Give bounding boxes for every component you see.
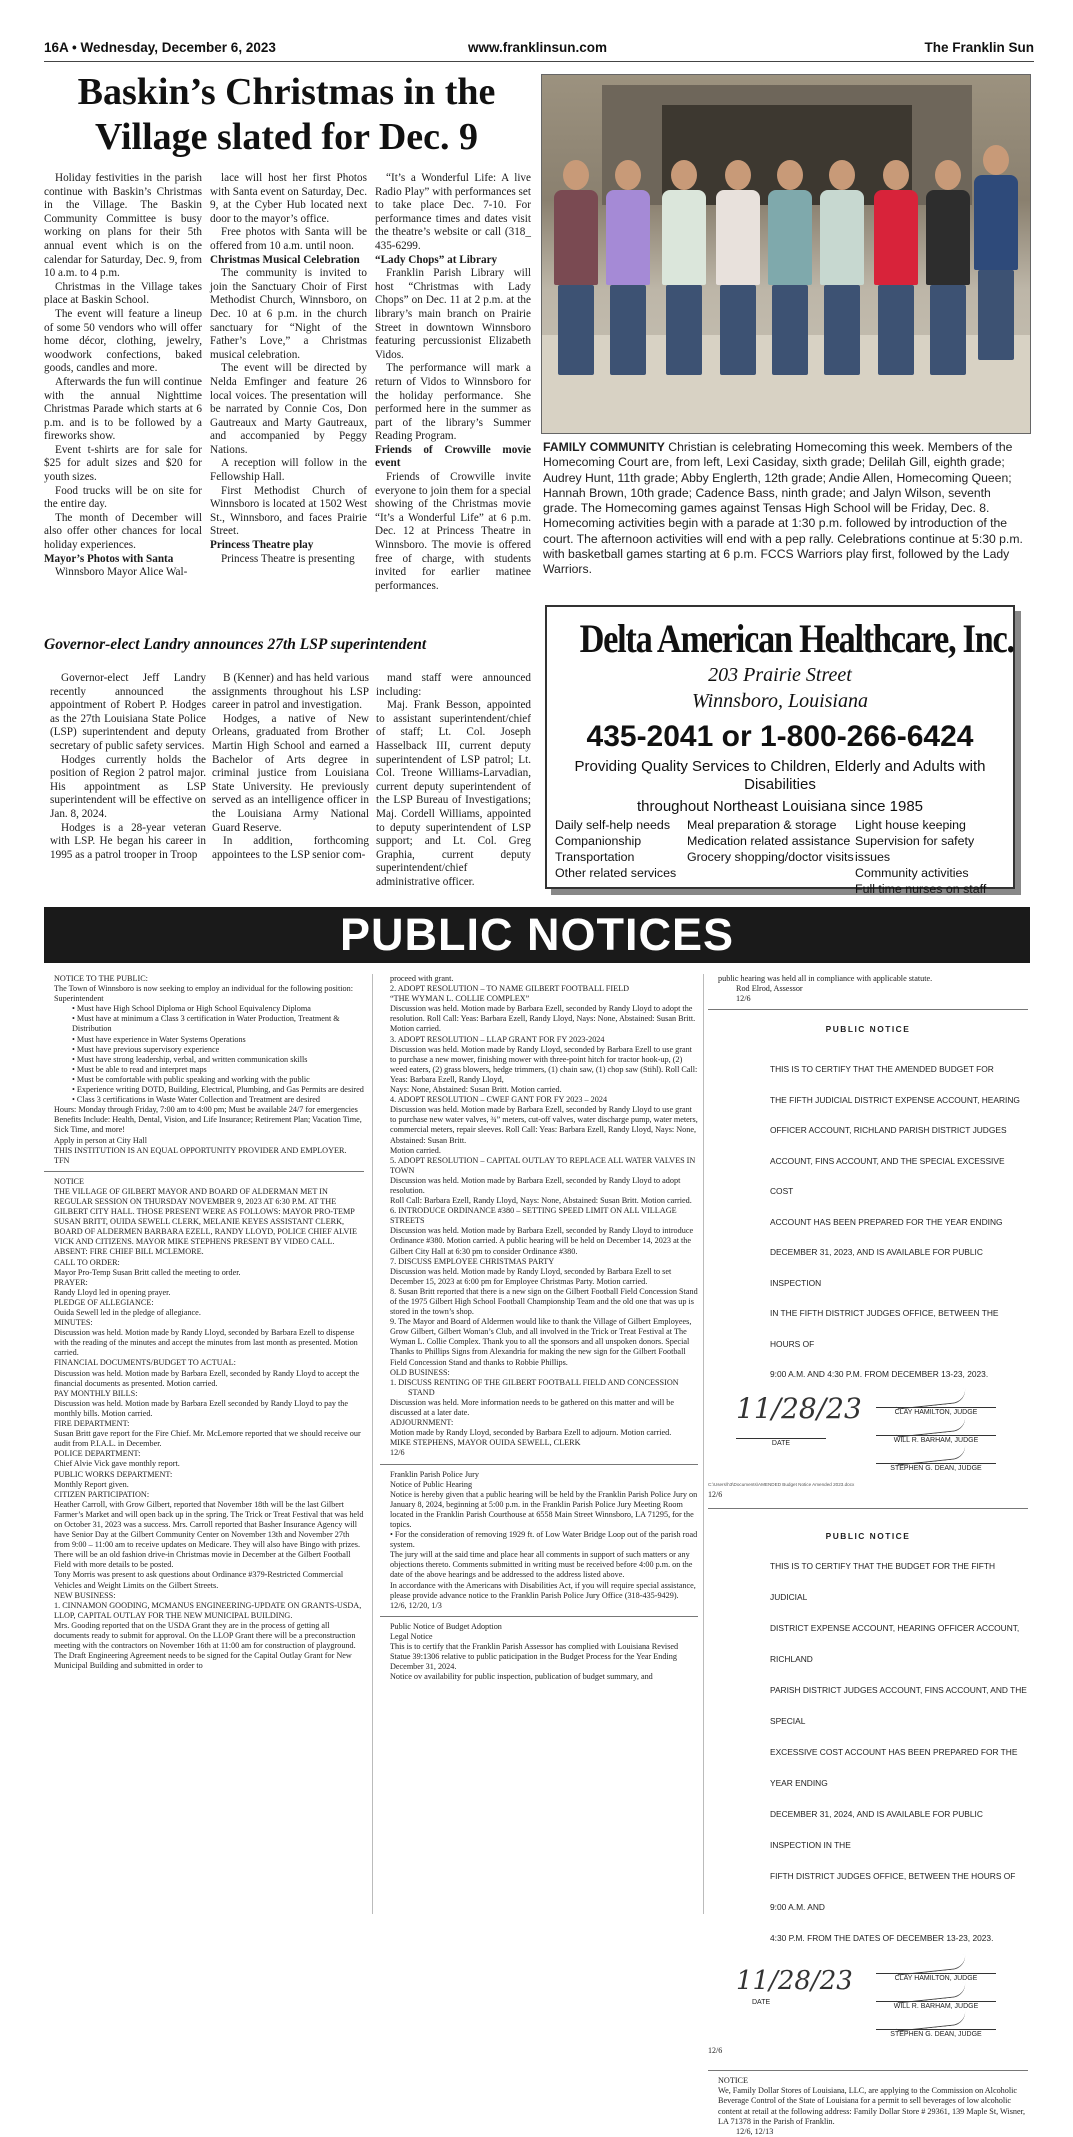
judge-name: STEPHEN G. DEAN, JUDGE [876, 1463, 996, 1474]
story-paragraph: lace will host her first Photos with Santa event on Saturday, Dec. 9, at the Cyber Hub located next door to the mayor’s office. [210, 172, 367, 225]
ad-service-item: Transportation [555, 850, 635, 864]
notice-line: Monthly Report given. [54, 1479, 129, 1489]
ad-service-item: Other related services [555, 866, 677, 880]
notice-line: Franklin Parish Police Jury [390, 1469, 479, 1479]
notice-line: • Experience writing DOTD, Building, Electrical, Plumbing, and Gas Permits are desired [72, 1085, 364, 1095]
photo-caption [543, 440, 1028, 578]
story-paragraph: mand staff were announced including: [376, 672, 531, 698]
story-paragraph: Christmas in the Village takes place at Baskin School. [44, 280, 202, 307]
notice-line: Mrs. Gooding reported that on the USDA Grant they are in the process of getting all documents ready to submit for approval. On the LLOP Grant there will be a preconstruction meeting with the contractors on November 16th at 11:00 am for construction of playground. The Draft Engineering Agreement needs to be signed for the Capital Outlay Grant for New Municipal Building and submitted in order to [54, 1620, 356, 1671]
story-paragraph: Hodges is a 28-year veteran with LSP. He began his career in 1995 as a patrol trooper in Troop [50, 821, 206, 861]
notice-line: Mayor Pro-Temp Susan Britt called the meeting to order. [54, 1267, 241, 1277]
person-figure [924, 160, 972, 385]
ad-city: Winnsboro, Louisiana [692, 690, 868, 712]
run-dates: 12/6, 12/13 [736, 2126, 774, 2136]
notice-text-line: THIS IS TO CERTIFY THAT THE AMENDED BUDGET FOR [770, 1064, 994, 1075]
notice-text-line: ACCOUNT, FINS ACCOUNT, AND THE SPECIAL EXCESSIVE COST [770, 1155, 1005, 1197]
ad-tagline: Providing Quality Services to Children, Elderly and Adults with Disabilities [574, 758, 986, 793]
story-paragraph: Afterwards the fun will continue with the annual Nighttime Christmas Parade which starts at 6 p.m. and is to be followed by a fireworks show. [44, 375, 202, 443]
story-paragraph: The month of December will also offer other chances for local holiday experiences. [44, 511, 202, 552]
notice-line: • Must have experience in Water Systems Operations [72, 1034, 246, 1044]
notice-line: Discussion was held. Motion made by Barbara Ezell, seconded by Randy Lloyd to use grant to purchase new water valves, ¾” meters, cut-off valves, water discharge pump, water meters, commercial meters, repair sleeves. Roll Call: Yeas: Barbara Ezell, Randy Lloyd, Nays: None, Abstained: Susan Britt. [390, 1105, 698, 1145]
notice-line: FIRE DEPARTMENT: [54, 1419, 130, 1429]
person-figure [604, 160, 652, 385]
notice-line: MINUTES: [54, 1318, 93, 1328]
notice-line: Motion made by Randy Lloyd, seconded by Barbara Ezell to adjourn. Motion carried. [390, 1428, 672, 1438]
story-paragraph: Free photos with Santa will be offered from 10 a.m. until noon. [210, 226, 367, 252]
notice-line: 5. ADOPT RESOLUTION – CAPITAL OUTLAY TO REPLACE ALL WATER VALVES IN TOWN [390, 1155, 696, 1175]
story-paragraph: In addition, forthcoming appointees to the LSP senior com- [212, 835, 369, 861]
story-paragraph: B (Kenner) and has held various assignments throughout his LSP career in patrol and investigation. [212, 672, 369, 712]
judge-name: WILL R. BARHAM, JUDGE [876, 2001, 996, 2012]
notice-line: 1. CINNAMON GOODING, MCMANUS ENGINEERING-UPDATE ON GRANTS-USDA, LLOP, CAPITAL OUTLAY FOR THE NEW MUNICIPAL BUILDING. [54, 1600, 362, 1620]
date-label: DATE [752, 1999, 771, 2007]
notice-line: CALL TO ORDER: [54, 1257, 120, 1267]
notice-line: This is to certify that the Franklin Parish Assessor has complied with Louisiana Revised Statue 39:1306 relative to public paticipation in the Budget Process for the Year Ending December 31, 2024. [390, 1642, 679, 1672]
story-headline: Baskin’s Christmas in the Village slated for Dec. 9 [77, 71, 496, 158]
story-paragraph: Franklin Parish Library will host “Christmas with Lady Chops” on Dec. 11 at 2 p.m. at the library’s main branch on Prairie Street in downtown Winnsboro featuring percussionist Elizabeth Vidos. [375, 267, 531, 361]
notice-title: PUBLIC NOTICE [825, 1531, 911, 1542]
subhead-musical: Christmas Musical Celebration [210, 253, 360, 266]
notices-column-1 [44, 974, 364, 1671]
notice-line: Notice is hereby given that a public hearing will be held by the Franklin Parish Police Jury on January 8, 2024, beginning at 5:00 p.m. in the Franklin Parish Police Jury Meeting Room located in the Franklin Parish Courthouse at 6558 Main Street Winnsboro, LA 71295, for the topics. [390, 1489, 698, 1529]
notice-line: 4. ADOPT RESOLUTION – CWEF GANT FOR FY 2023 – 2024 [390, 1095, 608, 1105]
ad-street: 203 Prairie Street [708, 664, 852, 686]
notice-line: THIS INSTITUTION IS AN EQUAL OPPORTUNITY PROVIDER AND EMPLOYER. [54, 1145, 347, 1155]
notice-text-line: EXCESSIVE COST ACCOUNT HAS BEEN PREPARED FOR THE YEAR ENDING [770, 1747, 1018, 1789]
story-paragraph: The performance will mark a return of Vidos to Winnsboro for the holiday performance. She performed here in the summer as part of the library’s Summer Reading Program. [375, 362, 531, 443]
judge-signature [876, 1390, 996, 1418]
judge-signature [876, 1446, 996, 1474]
website-link[interactable]: www.franklinsun.com [468, 40, 608, 55]
run-dates: 12/6 [708, 2046, 723, 2056]
notice-divider [380, 1616, 698, 1617]
notice-line: 1. DISCUSS RENTING OF THE GILBERT FOOTBALL FIELD AND CONCESSION [390, 1377, 679, 1387]
notice-line: Superintendent [54, 994, 104, 1004]
story-paragraph: Governor-elect Jeff Landry recently announced the appointment of Robert P. Hodges as the 27th Louisiana State Police (LSP) superintendent and deputy secretary of public safety services. [50, 672, 206, 752]
notice-line: Discussion was held. Motion made by Barbara Ezell, seconded by Randy Lloyd to accept the financial documents as presented. Motion carried. [54, 1368, 360, 1388]
notice-line: proceed with grant. [390, 974, 454, 983]
ad-tagline: throughout Northeast Louisiana since 1985 [636, 798, 924, 815]
public-notices-banner: PUBLIC NOTICES [44, 907, 1030, 963]
judge-name: STEPHEN G. DEAN, JUDGE [876, 2029, 996, 2040]
story-paragraph: The event will feature a lineup of some 50 vendors who will offer home décor, clothing, jewelry, woodwork confections, baked goods, candles and more. [44, 307, 202, 375]
notice-text-line: 4:30 P.M. FROM THE DATES OF DECEMBER 13-23, 2023. [770, 1933, 994, 1944]
notice-line: Public Notice of Budget Adoption [390, 1621, 502, 1631]
story-paragraph: The community is invited to join the Sanctuary Choir of First Methodist Church, Winnsboro, on Dec. 10 at 6 p.m. in the church sanctuary for “Night of the Father’s Love,” a Christmas musical celebration. [210, 267, 367, 361]
notice-line: Randy Lloyd led in opening prayer. [54, 1287, 171, 1297]
notice-line: OLD BUSINESS: [390, 1367, 450, 1377]
notice-line: STAND [408, 1387, 435, 1397]
notice-line: Discussion was held. Motion made by Randy Lloyd, seconded by Barbara Ezell to set December 15, 2023 at 6:00 pm for Employee Christmas Party. Motion carried. [390, 1266, 672, 1286]
story2-col2 [212, 672, 369, 862]
person-figure [872, 160, 920, 385]
story-paragraph: First Methodist Church of Winnsboro is located at 1502 West St., Winnsboro, and faces Prairie Street. [210, 484, 367, 538]
judge-name: CLAY HAMILTON, JUDGE [876, 1407, 996, 1418]
notice-line: POLICE DEPARTMENT: [54, 1449, 141, 1459]
notice-title: PUBLIC NOTICE [825, 1024, 911, 1035]
family-dollar-notice: We, Family Dollar Stores of Louisiana, LLC, are applying to the Commission on Alcoholic Beverage Control of the State of Louisiana for a permit to sell beverages of low alcoholic content at retail at the following address: Family Dollar Store # 29361, 139 Maple St, Wisner, LA 71378 in the Parish of Franklin. [718, 2086, 1026, 2126]
subhead-santa: Mayor’s Photos with Santa [44, 552, 174, 565]
notice-line: Rod Elrod, Assessor [736, 984, 803, 994]
person-figure [660, 160, 708, 385]
homecoming-court-photo [541, 74, 1031, 434]
judges-notice-amended [708, 1024, 1028, 1500]
issue-info: 16A • Wednesday, December 6, 2023 [44, 40, 276, 55]
notice-line: Roll Call: Barbara Ezell, Randy Lloyd, Nays: None, Abstained: Susan Britt. Motion carried. [390, 1196, 692, 1206]
ad-service-item: Full time nurses on staff [855, 882, 987, 896]
notice-line: 9. The Mayor and Board of Aldermen would like to thank the Village of Gilbert Employees, Grow Gilbert, Gilbert Woman’s Club, and all involved in the Trick or Treat Festival at The Wyman L. Collie Complex. Thank you to all the sponsors and all unspoken donors. Special Thanks to Phillips Signs from Alexandria for making the new sign for the Gilbert Football Field Concession Stand and thanks to Robbie Phillips. [390, 1317, 692, 1367]
notice-text-line: THIS IS TO CERTIFY THAT THE BUDGET FOR THE FIFTH JUDICIAL [770, 1561, 996, 1603]
ad-service-item: Daily self-help needs [555, 818, 671, 832]
story-paragraph: Hodges, a native of New Orleans, graduated from Brother Martin High School and earned a Bachelor of Arts degree in criminal justice from Louisiana State University. He previously served as an intelligence officer in the Louisiana Army National Guard Reserve. [212, 712, 369, 834]
story-paragraph: Food trucks will be on site for the entire day. [44, 484, 202, 511]
notice-line: 7. DISCUSS EMPLOYEE CHRISTMAS PARTY [390, 1256, 555, 1266]
notice-line: Chief Alvie Vick gave monthly report. [54, 1459, 180, 1469]
notice-line: Discussion was held. Motion made by Randy Lloyd, seconded by Barbara Ezell to use grant to purchase a new mower, finishing mower with three-point hitch for tractor hook-up, (2) weed eaters, (2) grass blowers, hedge trimmers, (1) chain saw, (1) chop saw (Stihl). Roll Call: Yeas: Barbara Ezell, Randy Lloyd, [390, 1044, 698, 1084]
notice-line: Ouida Sewell led in the pledge of allegiance. [54, 1308, 201, 1317]
notices-column-2 [380, 974, 698, 1682]
signature-block [708, 1954, 1028, 2046]
subhead-princess: Princess Theatre play [210, 539, 314, 552]
notice-text-line: PARISH DISTRICT JUDGES ACCOUNT, FINS ACCOUNT, AND THE SPECIAL [770, 1685, 1027, 1727]
notice-line: Discussion was held. More information needs to be gathered on this matter and will be discussed at a later date. [390, 1397, 674, 1418]
paper-name: The Franklin Sun [924, 40, 1034, 55]
notice-line: ADJOURNMENT: [390, 1418, 454, 1428]
ad-company-name: Delta American Healthcare, Inc. [579, 616, 1014, 661]
notice-line: Ordinance #380. Motion carried. A public hearing will be held on December 14, 2023 at the Gilbert City Hall at 6:30 pm to consider Ordinance #380. [390, 1236, 692, 1256]
ad-phone[interactable]: 435-2041 or 1-800-266-6424 [586, 720, 974, 753]
notice-line: • Must have High School Diploma or High School Equivalency Diploma [72, 1004, 311, 1014]
notice-line: MIKE STEPHENS, MAYOR OUIDA SEWELL, CLERK [390, 1438, 581, 1448]
notice-line: • Must be comfortable with public speaking and working with the public [72, 1074, 310, 1084]
notice-line: PUBLIC WORKS DEPARTMENT: [54, 1469, 173, 1479]
notice-line: “THE WYMAN L. COLLIE COMPLEX” [390, 994, 530, 1004]
story1-col3 [375, 172, 531, 593]
notice-text-line: THE FIFTH JUDICIAL DISTRICT EXPENSE ACCOUNT, HEARING [770, 1094, 1020, 1105]
notice-line: Discussion was held. Motion made by Barbara Ezell, seconded by Randy Lloyd to adopt the resolution. Roll Call: Yeas: Barbara Ezell, Randy Lloyd, Nays: None, Abstained: Susan Britt. Motion carried. [390, 1004, 696, 1034]
notice-text-line: FIFTH DISTRICT JUDGES OFFICE, BETWEEN THE HOURS OF 9:00 A.M. AND [770, 1871, 1016, 1913]
notice-line: 12/6 [736, 994, 751, 1004]
story-paragraph: Maj. Frank Besson, appointed to assistant superintendent/chief of staff; Lt. Col. Joseph Hasselback III, current deputy superintendent of LSP patrol; Lt. Col. Treone Williams-Larvadian, current deputy superintendent of the LSP Bureau of Investigations; Maj. Cordell Williams, appointed to deputy superintendent of LSP support; and Lt. Col. Greg Graphia, current deputy superintendent/chief administrative officer. [376, 699, 531, 888]
notice-line: CITIZEN PARTICIPATION: [54, 1489, 150, 1499]
notice-text-line: 9:00 A.M. AND 4:30 P.M. FROM DECEMBER 13-23, 2023. [770, 1369, 989, 1380]
notice-line: Legal Notice [390, 1631, 433, 1641]
story-text: Winnsboro Mayor Alice Wal- [55, 566, 188, 579]
person-figure [766, 160, 814, 385]
ad-service-item: Meal preparation & storage [687, 818, 837, 832]
handwritten-date: 11/28/23 [736, 1391, 862, 1425]
ad-service-item: Community activities [855, 866, 969, 880]
person-figure [818, 160, 866, 385]
run-dates: 12/6 [708, 1489, 723, 1499]
notice-line: public hearing was held all in compliance with applicable statute. [718, 974, 933, 983]
notice-line: • Must have at minimum a Class 3 certification in Water Production, Treatment & Distribution [72, 1014, 340, 1034]
notice-line: Motion carried. [390, 1145, 441, 1155]
notice-text-line: DECEMBER 31, 2024, AND IS AVAILABLE FOR PUBLIC INSPECTION IN THE [770, 1809, 983, 1851]
notice-line: Notice of Public Hearing [390, 1479, 473, 1489]
judge-signature [876, 1418, 996, 1446]
notice-divider [44, 1171, 364, 1172]
notice-line: 6. INTRODUCE ORDINANCE #380 – SETTING SPEED LIMIT ON ALL VILLAGE STREETS [390, 1206, 677, 1226]
column-divider [372, 974, 373, 1914]
ad-service-item: Light house keeping [855, 818, 966, 832]
notice-line: Discussion was held. Motion made by Barbara Ezell seconded by Randy Lloyd to pay the monthly bills. Motion carried. [54, 1398, 349, 1418]
person-figure [714, 160, 762, 385]
story-paragraph: Holiday festivities in the parish continue with Baskin’s Christmas in the Village. The Baskin Community Committee is busy working on plans for their 5th annual event which is on the calendar for Saturday, Dec. 9, from 10 a.m. to 4 p.m. [44, 172, 202, 280]
ad-service-item: Supervision for safety issues [855, 834, 975, 864]
notice-line: NEW BUSINESS: [54, 1590, 116, 1600]
story2-headline: Governor-elect Landry announces 27th LSP superintendent [44, 636, 427, 653]
date-label: DATE [736, 1438, 826, 1449]
story1-col2 [210, 172, 367, 566]
ad-service-item: Medication related assistance [687, 834, 851, 848]
notice-line: Apply in person at City Hall [54, 1135, 148, 1145]
notice-line: The jury will at the said time and place hear all comments in support of such matters or any objections thereto. Comments submitted in writing must be received before 4:00 p.m. on the date of the above hearings and be addressed to the address listed above. [390, 1550, 693, 1580]
judge-name: CLAY HAMILTON, JUDGE [876, 1973, 996, 1984]
notice-line: Nays: None, Abstained: Susan Britt. Motion carried. [390, 1085, 562, 1095]
judges-notice-budget [708, 1531, 1028, 2056]
notice-line: Hours: Monday through Friday, 7:00 am to 4:00 pm; Must be available 24/7 for emergencies [54, 1105, 358, 1115]
notice-line: PLEDGE OF ALLEGIANCE: [54, 1297, 154, 1307]
subhead-lady-chops: “Lady Chops” at Library [375, 253, 498, 266]
notice-line: Notice ov availability for public inspection, publication of budget summary, and [390, 1672, 653, 1682]
notice-line: THE VILLAGE OF GILBERT MAYOR AND BOARD OF ALDERMAN MET IN REGULAR SESSION ON THURSDAY NOVEMBER 9, 2023 AT 6:30 P.M. AT THE GILBERT CITY HALL. THOSE PRESENT WERE AS FOLLOWS: MAYOR PRO-TEMP SUSAN BRITT, OUIDA SEWELL CLERK, MELANIE KEYES ASSISTANT CLERK, BOARD OF ALDERMEN BARBARA EZELL, RANDY LLOYD, POLICE CHIEF ALVIE VICK AND CITIZENS. MAYOR MIKE STEPHENS PRESENT BY VIDEO CALL. ABSENT: FIRE CHIEF BILL MCLEMORE. [54, 1186, 358, 1257]
page-header [44, 40, 1034, 62]
ad-service-item: Companionship [555, 834, 642, 848]
notice-line: 8. Susan Britt reported that there is a new sign on the Gilbert Football Field Concession Stand of the 1975 Gilbert High School Football Championship Team and the old one that was up is stored in the town’s shop. [390, 1286, 698, 1317]
notice-line: • Must have strong leadership, verbal, and written communication skills [72, 1054, 308, 1064]
notice-line: 12/6, 12/20, 1/3 [390, 1600, 442, 1610]
notice-title: NOTICE [718, 2076, 749, 2086]
story-paragraph: Hodges currently holds the position of Region 2 patrol major. His appointment as LSP superintendent will be effective on Jan. 8, 2024. [50, 753, 206, 820]
notice-line: • Must have previous supervisory experience [72, 1044, 220, 1054]
notice-text-line: DECEMBER 31, 2023, AND IS AVAILABLE FOR PUBLIC INSPECTION [770, 1247, 983, 1288]
notice-line: NOTICE [54, 1176, 85, 1186]
story-paragraph: “It’s a Wonderful Life: A live Radio Play” with performances set to take place Dec. 7-10. For performance times and dates visit the theatre’s website or call (318_ 435-6299. [375, 172, 531, 252]
person-figure [552, 160, 600, 385]
notice-line: Benefits Include: Health, Dental, Vision, and Life Insurance; Retirement Plan; Vacation Time, Sick Time, and more! [54, 1115, 362, 1135]
notice-text-line: ACCOUNT HAS BEEN PREPARED FOR THE YEAR ENDING [770, 1216, 1003, 1227]
notice-line: 12/6 [390, 1448, 405, 1458]
notice-line: PAY MONTHLY BILLS: [54, 1388, 138, 1398]
story1-col1 [44, 172, 202, 580]
judge-name: WILL R. BARHAM, JUDGE [876, 1435, 996, 1446]
person-figure [972, 145, 1020, 385]
judge-signature [876, 2012, 996, 2040]
notice-line: 3. ADOPT RESOLUTION – LLAP GRANT FOR FY 2023-2024 [390, 1034, 605, 1044]
notice-text-line: OFFICER ACCOUNT, RICHLAND PARISH DISTRICT JUDGES [770, 1125, 1007, 1136]
notice-line: • For the consideration of removing 1929 ft. of Low Water Bridge Loop out of the parish road system. [390, 1530, 698, 1550]
notice-text-line: IN THE FIFTH DISTRICT JUDGES OFFICE, BETWEEN THE HOURS OF [770, 1308, 999, 1349]
notice-line: TFN [54, 1155, 70, 1165]
notice-line: NOTICE TO THE PUBLIC: [54, 974, 148, 983]
notice-line: Discussion was held. Motion made by Barbara Ezell, seconded by Randy Lloyd to adopt resolution. [390, 1175, 681, 1195]
file-path: C:\Users\h3\Documents\AMENDED Budget Notice Amended 2023.docx [708, 1481, 855, 1487]
notice-line: In accordance with the Americans with Disabilities Act, if you will require special assistance, please provide advance notice to the Franklin Parish Police Jury Office (318-435-9429). [390, 1580, 696, 1600]
story-paragraph: Friends of Crowville invite everyone to join them for a special showing of the Christmas movie “It’s a Wonderful Life” at 6 p.m. Dec. 12 at Princess Theatre in Winnsboro. The movie is offered free of charge, with students invited for earlier matinee performances. [375, 471, 531, 592]
notice-line: Susan Britt gave report for the Fire Chief. Mr. McLemore reported that we should receive our audit from P.I.A.L. in December. [54, 1429, 361, 1449]
notice-line: Heather Carroll, with Grow Gilbert, reported that November 18th will be the last Gilbert Farmer’s Market and will open back up in the spring. The Trick or Treat Festival that was held on October 31, 2023 was a success. Mrs. Carroll reported that Basher Insurance Agency will have Senior Day at the Gilbert Community Center on November 13th and November 27th from 9:00 – 11:00 am to receive updates on Medicare. They will also have Bingo with prizes. There will be an old fashion drive-in Christmas movie in December at the Gilbert Football Field with more details to be posted. [54, 1499, 364, 1570]
notice-line: • Must be able to read and interpret maps [72, 1064, 207, 1074]
advertisement[interactable] [545, 605, 1015, 896]
handwritten-date: 11/28/23 [736, 1966, 853, 1997]
caption-lead: FAMILY COMMUNITY [543, 440, 665, 454]
notice-line: FINANCIAL DOCUMENTS/BUDGET TO ACTUAL: [54, 1358, 236, 1368]
notices-column-3 [708, 974, 1028, 2137]
story-paragraph: A reception will follow in the Fellowship Hall. [210, 457, 367, 484]
notice-line: 2. ADOPT RESOLUTION – TO NAME GILBERT FOOTBALL FIELD [390, 984, 629, 994]
story-paragraph: The event will be directed by Nelda Emfinger and feature 26 local voices. The presentation will be narrated by Connie Cos, Don Gautreaux and Marty Gautreaux, and accompanied by Peggy Nations. [210, 362, 367, 456]
notice-line: Tony Morris was present to ask questions about Ordinance #379-Restricted Commercial Vehicles and Weight Limits on the Gilbert Streets. [54, 1570, 344, 1590]
notice-divider [380, 1464, 698, 1465]
notice-line: • Class 3 certifications in Waste Water Collection and Treatment are desired [72, 1095, 320, 1105]
caption-text: Christian is celebrating Homecoming this week. Members of the Homecoming Court are, from left, Lexi Casiday, sixth grade; Delilah Gill, eighth grade; Audrey Hunt, 11th grade; Abby Englerth, 12th grade; Andie Allen, Homecoming Queen; Hannah Brown, 10th grade; Cadence Bass, ninth grade; and Jalyn Wilson, seventh grade. The Homecoming games against Tensas High School will be Friday, Dec. 8. Homecoming activities begin with a parade at 1:30 p.m. followed by introduction of the court. The afternoon activities will end with a pep rally. Celebrations continue at 5:30 p.m. with basketball games starting at 6 p.m. FCCS Warriors play first, followed by the Lady Warriors. [543, 440, 1023, 577]
story2-col1 [50, 672, 206, 862]
judge-signature [876, 1984, 996, 2012]
notice-line: The Town of Winnsboro is now seeking to employ an individual for the following position: [54, 984, 353, 994]
notice-line: Discussion was held. Motion made by Barbara Ezell, seconded by Randy Lloyd to introduce [390, 1226, 694, 1236]
story-text: Princess Theatre is presenting [221, 552, 355, 565]
judge-signature [876, 1956, 996, 1984]
story-paragraph: Event t-shirts are for sale for $25 for adult sizes and $20 for youth sizes. [44, 443, 202, 484]
column-divider [703, 974, 704, 1914]
story2-col3 [376, 672, 531, 890]
notice-text-line: DISTRICT EXPENSE ACCOUNT, HEARING OFFICER ACCOUNT, RICHLAND [770, 1623, 1020, 1665]
notice-line: PRAYER: [54, 1277, 88, 1287]
signature-block [708, 1390, 1028, 1480]
notice-line: Discussion was held. Motion made by Randy Lloyd, seconded by Barbara Ezell to dispense with the reading of the minutes and accept the minutes from last month as presented. Motion carried. [54, 1328, 358, 1358]
subhead-crowville: Friends of Crowville movie event [375, 443, 531, 470]
ad-service-item: Grocery shopping/doctor visits [687, 850, 854, 864]
